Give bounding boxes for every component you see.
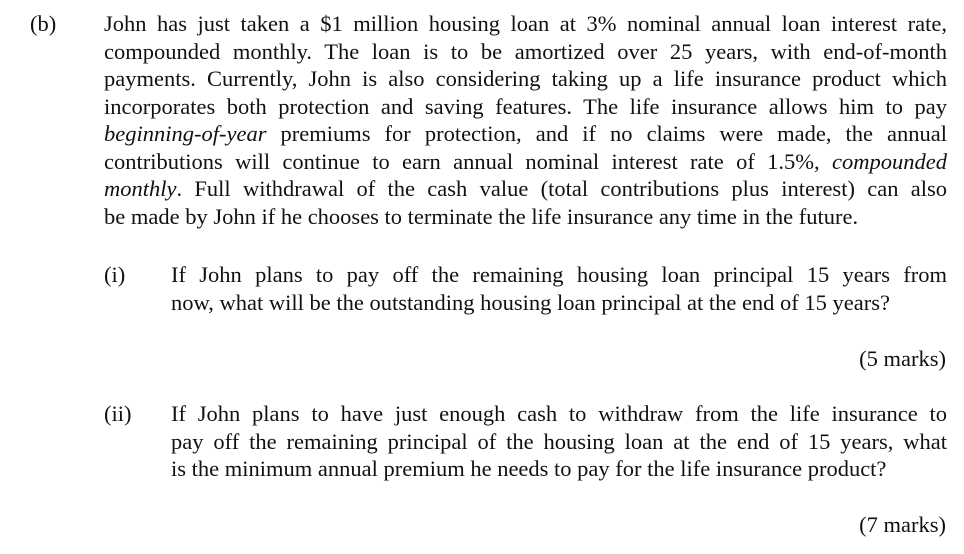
intro-line: [104, 148, 947, 176]
subpart-ii-label: (ii): [104, 401, 132, 426]
intro-text: John has just taken a $1 million housing loan at 3% nominal annual loan interest rate,: [104, 11, 947, 36]
intro-line: [104, 120, 947, 148]
intro-text: . Full withdrawal of the cash value (total contributions plus interest) can also: [176, 176, 947, 201]
subpart-ii-text: [171, 400, 947, 483]
subpart-ii-line: is the minimum annual premium he needs to pay for the life insurance product?: [171, 456, 887, 481]
intro-line: [104, 38, 947, 66]
intro-line: [104, 93, 947, 121]
intro-text: contributions will continue to earn annual nominal interest rate of 1.5%,: [104, 148, 833, 174]
intro-emphasis: monthly: [104, 176, 177, 201]
intro-text: premiums for protection, and if no claims were made, the annual: [266, 121, 947, 146]
intro-text: compounded monthly. The loan is to be amortized over 25 years, with end-of-month: [104, 38, 947, 64]
intro-text: incorporates both protection and saving features. The life insurance allows him to pay: [104, 93, 947, 119]
subpart-i-line: now, what will be the outstanding housing loan principal at the end of 15 years?: [171, 289, 891, 315]
intro-line: [104, 65, 947, 93]
intro-text: be made by John if he chooses to terminate the life insurance any time in the future.: [104, 203, 859, 229]
intro-emphasis: beginning-of-year: [104, 121, 267, 146]
subpart-i-label: (i): [104, 262, 126, 287]
intro-line: [104, 203, 947, 231]
question-intro-paragraph: [104, 10, 947, 230]
subpart-ii-line: If John plans to have just enough cash to withdraw from the life insurance to: [171, 401, 947, 426]
question-label: (b): [30, 11, 57, 36]
intro-line: [104, 175, 947, 203]
subpart-i-text: [171, 261, 947, 316]
subpart-i-line: If John plans to pay off the remaining housing loan principal 15 years from: [171, 262, 947, 287]
intro-line: [104, 10, 947, 38]
intro-text: payments. Currently, John is also considering taking up a life insurance product which: [104, 66, 947, 91]
intro-emphasis: compounded: [832, 148, 947, 174]
subpart-i-marks: (5 marks): [859, 346, 946, 371]
subpart-ii-line: pay off the remaining principal of the housing loan at the end of 15 years, what: [171, 428, 947, 454]
subpart-ii-marks: (7 marks): [859, 512, 946, 537]
